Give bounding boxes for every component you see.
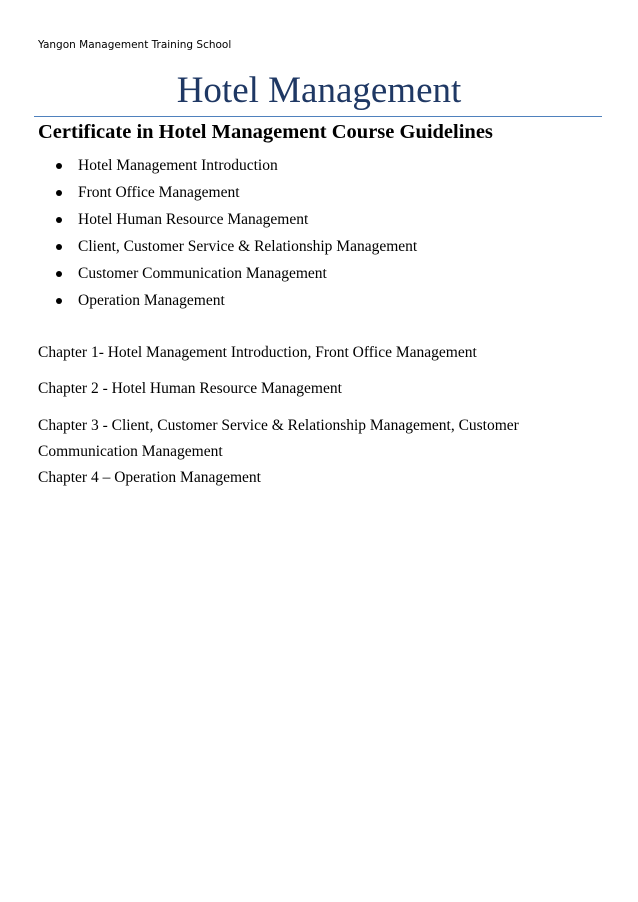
list-item-label: Operation Management <box>78 292 225 309</box>
bullet-icon <box>56 190 62 196</box>
list-item-label: Hotel Management Introduction <box>78 157 278 174</box>
chapter-3-line-continued: Communication Management <box>38 443 223 460</box>
bullet-icon <box>56 298 62 304</box>
bullet-icon <box>56 271 62 277</box>
page-header-school-name: Yangon Management Training School <box>38 39 232 51</box>
list-item-label: Client, Customer Service & Relationship Management <box>78 238 418 255</box>
chapter-3-line: Chapter 3 - Client, Customer Service & Relationship Management, Customer <box>38 417 519 434</box>
list-item-label: Hotel Human Resource Management <box>78 211 309 228</box>
section-heading: Certificate in Hotel Management Course Guidelines <box>38 121 493 143</box>
title-underline-rule <box>34 116 602 117</box>
list-item-label: Customer Communication Management <box>78 265 327 282</box>
chapter-4-line: Chapter 4 – Operation Management <box>38 469 261 486</box>
chapter-1-line: Chapter 1- Hotel Management Introduction, Front Office Management <box>38 344 477 361</box>
bullet-icon <box>56 217 62 223</box>
document-title: Hotel Management <box>176 70 462 111</box>
list-item-label: Front Office Management <box>78 184 240 201</box>
chapter-2-line: Chapter 2 - Hotel Human Resource Management <box>38 380 342 397</box>
bullet-icon <box>56 163 62 169</box>
bullet-icon <box>56 244 62 250</box>
